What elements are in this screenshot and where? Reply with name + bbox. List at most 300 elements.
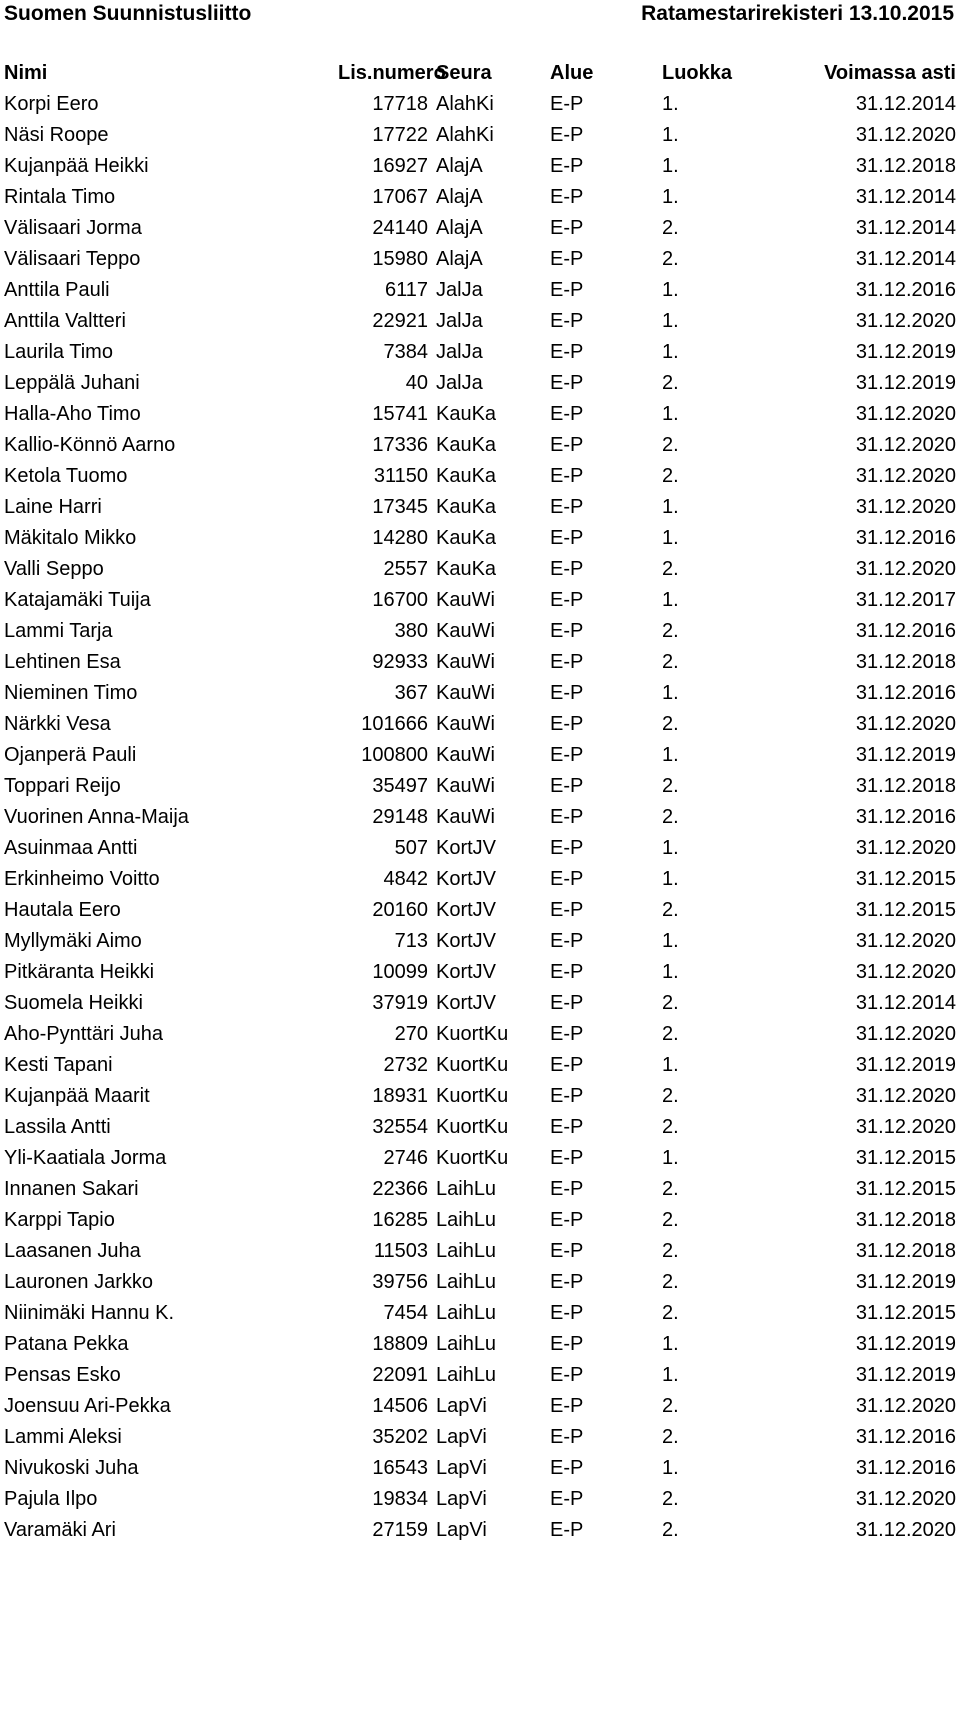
cell-valid: 31.12.2018 <box>855 1209 956 1231</box>
cell-area: E-P <box>550 1426 584 1448</box>
cell-club: KauKa <box>436 465 497 487</box>
cell-number: 31150 <box>373 465 428 487</box>
cell-club: AlahKi <box>436 93 494 115</box>
cell-club: KauKa <box>436 496 497 518</box>
table-row <box>0 1050 960 1081</box>
cell-name: Välisaari Teppo <box>4 248 141 270</box>
cell-area: E-P <box>550 279 584 301</box>
cell-valid: 31.12.2020 <box>855 837 956 859</box>
cell-class: 2. <box>662 713 679 735</box>
cell-valid: 31.12.2016 <box>855 806 956 828</box>
cell-number: 15741 <box>372 403 428 425</box>
cell-class: 2. <box>662 899 679 921</box>
cell-name: Yli-Kaatiala Jorma <box>4 1147 167 1169</box>
cell-valid: 31.12.2015 <box>855 899 956 921</box>
cell-club: AlahKi <box>436 124 494 146</box>
cell-number: 20160 <box>372 899 428 921</box>
cell-number: 17067 <box>372 186 428 208</box>
cell-club: KauKa <box>436 403 497 425</box>
cell-area: E-P <box>550 806 584 828</box>
cell-valid: 31.12.2015 <box>855 1147 956 1169</box>
cell-number: 2746 <box>383 1147 428 1169</box>
cell-number: 367 <box>394 682 428 704</box>
cell-number: 4842 <box>383 868 428 890</box>
cell-name: Laurila Timo <box>4 341 113 363</box>
table-row <box>0 151 960 182</box>
cell-area: E-P <box>550 1519 584 1541</box>
cell-club: KortJV <box>436 992 497 1014</box>
cell-class: 1. <box>662 1457 679 1479</box>
cell-club: AlajA <box>436 186 483 208</box>
cell-name: Nieminen Timo <box>4 682 138 704</box>
cell-club: KuortKu <box>436 1085 509 1107</box>
cell-club: LapVi <box>436 1488 487 1510</box>
cell-class: 2. <box>662 1209 679 1231</box>
cell-area: E-P <box>550 1054 584 1076</box>
cell-valid: 31.12.2020 <box>855 403 956 425</box>
table-row <box>0 120 960 151</box>
cell-club: KauWi <box>436 651 495 673</box>
cell-valid: 31.12.2016 <box>855 527 956 549</box>
cell-club: KuortKu <box>436 1054 509 1076</box>
cell-class: 2. <box>662 1240 679 1262</box>
cell-club: AlajA <box>436 217 483 239</box>
cell-number: 92933 <box>372 651 428 673</box>
cell-class: 2. <box>662 1116 679 1138</box>
cell-number: 11503 <box>373 1240 428 1262</box>
cell-area: E-P <box>550 961 584 983</box>
cell-number: 6117 <box>384 279 428 301</box>
cell-club: KauKa <box>436 434 497 456</box>
table-row <box>0 1298 960 1329</box>
cell-class: 1. <box>662 744 679 766</box>
cell-class: 1. <box>662 124 679 146</box>
cell-club: KauWi <box>436 775 495 797</box>
cell-class: 1. <box>662 589 679 611</box>
table-row <box>0 585 960 616</box>
cell-name: Aho-Pynttäri Juha <box>4 1023 163 1045</box>
cell-number: 17718 <box>372 93 428 115</box>
cell-valid: 31.12.2015 <box>855 868 956 890</box>
cell-class: 1. <box>662 1364 679 1386</box>
cell-name: Hautala Eero <box>4 899 121 921</box>
cell-club: KauWi <box>436 682 495 704</box>
cell-area: E-P <box>550 341 584 363</box>
cell-number: 7454 <box>383 1302 428 1324</box>
cell-club: KauKa <box>436 558 497 580</box>
table-row <box>0 1143 960 1174</box>
cell-valid: 31.12.2020 <box>855 124 956 146</box>
cell-number: 22921 <box>372 310 428 332</box>
cell-name: Näsi Roope <box>4 124 109 146</box>
table-row <box>0 1391 960 1422</box>
cell-area: E-P <box>550 1240 584 1262</box>
cell-club: JalJa <box>436 279 483 301</box>
cell-club: KortJV <box>436 899 497 921</box>
cell-class: 1. <box>662 961 679 983</box>
cell-valid: 31.12.2018 <box>855 1240 956 1262</box>
cell-club: KauWi <box>436 589 495 611</box>
table-row <box>0 554 960 585</box>
table-row <box>0 833 960 864</box>
cell-number: 10099 <box>372 961 428 983</box>
cell-number: 18809 <box>372 1333 428 1355</box>
cell-area: E-P <box>550 868 584 890</box>
cell-number: 35202 <box>372 1426 428 1448</box>
cell-area: E-P <box>550 1271 584 1293</box>
cell-valid: 31.12.2018 <box>855 155 956 177</box>
table-row <box>0 802 960 833</box>
cell-number: 15980 <box>372 248 428 270</box>
cell-valid: 31.12.2020 <box>855 713 956 735</box>
table-row <box>0 895 960 926</box>
cell-name: Niinimäki Hannu K. <box>4 1302 175 1324</box>
table-row <box>0 337 960 368</box>
cell-name: Karppi Tapio <box>4 1209 115 1231</box>
cell-name: Nivukoski Juha <box>4 1457 139 1479</box>
cell-valid: 31.12.2014 <box>855 217 956 239</box>
cell-area: E-P <box>550 434 584 456</box>
cell-name: Myllymäki Aimo <box>4 930 142 952</box>
cell-area: E-P <box>550 1488 584 1510</box>
table-row <box>0 1174 960 1205</box>
cell-valid: 31.12.2020 <box>855 961 956 983</box>
cell-class: 2. <box>662 248 679 270</box>
cell-class: 2. <box>662 434 679 456</box>
table-row <box>0 368 960 399</box>
cell-club: LaihLu <box>436 1364 497 1386</box>
cell-class: 1. <box>662 403 679 425</box>
cell-class: 1. <box>662 155 679 177</box>
cell-valid: 31.12.2019 <box>855 1054 956 1076</box>
column-header-area: Alue <box>550 62 594 84</box>
cell-club: LaihLu <box>436 1302 497 1324</box>
cell-valid: 31.12.2019 <box>855 341 956 363</box>
cell-valid: 31.12.2020 <box>855 1023 956 1045</box>
cell-number: 17722 <box>372 124 428 146</box>
cell-valid: 31.12.2019 <box>855 1333 956 1355</box>
cell-valid: 31.12.2019 <box>855 372 956 394</box>
cell-area: E-P <box>550 124 584 146</box>
cell-valid: 31.12.2016 <box>855 279 956 301</box>
cell-area: E-P <box>550 186 584 208</box>
table-row <box>0 244 960 275</box>
cell-number: 19834 <box>372 1488 428 1510</box>
cell-valid: 31.12.2020 <box>855 1395 956 1417</box>
cell-name: Katajamäki Tuija <box>4 589 151 611</box>
table-row <box>0 771 960 802</box>
table-row <box>0 461 960 492</box>
table-header-row <box>0 58 960 89</box>
cell-valid: 31.12.2020 <box>855 310 956 332</box>
cell-class: 2. <box>662 775 679 797</box>
cell-valid: 31.12.2018 <box>855 775 956 797</box>
cell-class: 1. <box>662 1147 679 1169</box>
cell-name: Joensuu Ari-Pekka <box>4 1395 171 1417</box>
cell-class: 1. <box>662 93 679 115</box>
cell-name: Kujanpää Maarit <box>4 1085 150 1107</box>
cell-number: 16927 <box>372 155 428 177</box>
cell-name: Kujanpää Heikki <box>4 155 149 177</box>
cell-name: Lehtinen Esa <box>4 651 121 673</box>
cell-name: Patana Pekka <box>4 1333 129 1355</box>
cell-club: JalJa <box>436 372 483 394</box>
table-row <box>0 275 960 306</box>
cell-area: E-P <box>550 217 584 239</box>
column-header-class: Luokka <box>662 62 733 84</box>
cell-club: KuortKu <box>436 1147 509 1169</box>
registry-table <box>0 58 960 1546</box>
table-row <box>0 864 960 895</box>
table-row <box>0 1267 960 1298</box>
cell-valid: 31.12.2019 <box>855 744 956 766</box>
cell-class: 2. <box>662 217 679 239</box>
table-row <box>0 1515 960 1546</box>
cell-club: KauWi <box>436 713 495 735</box>
cell-name: Pitkäranta Heikki <box>4 961 155 983</box>
cell-club: LapVi <box>436 1395 487 1417</box>
cell-class: 2. <box>662 1302 679 1324</box>
cell-number: 14506 <box>372 1395 428 1417</box>
table-row <box>0 709 960 740</box>
cell-area: E-P <box>550 899 584 921</box>
table-row <box>0 1360 960 1391</box>
cell-name: Mäkitalo Mikko <box>4 527 137 549</box>
cell-name: Leppälä Juhani <box>4 372 140 394</box>
cell-area: E-P <box>550 248 584 270</box>
document-title: Ratamestarirekisteri 13.10.2015 <box>641 2 954 25</box>
cell-area: E-P <box>550 651 584 673</box>
table-row <box>0 306 960 337</box>
cell-number: 270 <box>394 1023 428 1045</box>
cell-class: 2. <box>662 372 679 394</box>
cell-class: 2. <box>662 651 679 673</box>
cell-valid: 31.12.2014 <box>855 93 956 115</box>
cell-area: E-P <box>550 1364 584 1386</box>
cell-club: KortJV <box>436 837 497 859</box>
cell-class: 1. <box>662 1333 679 1355</box>
cell-number: 2557 <box>383 558 428 580</box>
cell-name: Korpi Eero <box>4 93 99 115</box>
cell-club: KauWi <box>436 744 495 766</box>
cell-club: KauKa <box>436 527 497 549</box>
cell-area: E-P <box>550 93 584 115</box>
cell-club: LapVi <box>436 1457 487 1479</box>
cell-class: 1. <box>662 279 679 301</box>
table-row <box>0 1205 960 1236</box>
cell-name: Lammi Tarja <box>4 620 113 642</box>
cell-number: 14280 <box>372 527 428 549</box>
cell-area: E-P <box>550 372 584 394</box>
cell-number: 22091 <box>372 1364 428 1386</box>
table-row <box>0 182 960 213</box>
cell-class: 2. <box>662 1023 679 1045</box>
cell-area: E-P <box>550 992 584 1014</box>
cell-area: E-P <box>550 1085 584 1107</box>
cell-class: 2. <box>662 1271 679 1293</box>
cell-club: KortJV <box>436 930 497 952</box>
cell-area: E-P <box>550 589 584 611</box>
cell-valid: 31.12.2020 <box>855 930 956 952</box>
cell-club: AlajA <box>436 155 483 177</box>
cell-name: Ketola Tuomo <box>4 465 128 487</box>
cell-class: 2. <box>662 1395 679 1417</box>
cell-class: 1. <box>662 868 679 890</box>
cell-class: 1. <box>662 527 679 549</box>
cell-name: Suomela Heikki <box>4 992 143 1014</box>
cell-name: Lauronen Jarkko <box>4 1271 153 1293</box>
cell-club: JalJa <box>436 310 483 332</box>
cell-area: E-P <box>550 527 584 549</box>
column-header-valid: Voimassa asti <box>824 62 956 84</box>
cell-number: 40 <box>405 372 428 394</box>
cell-valid: 31.12.2017 <box>855 589 956 611</box>
cell-number: 37919 <box>372 992 428 1014</box>
table-row <box>0 523 960 554</box>
cell-valid: 31.12.2016 <box>855 1426 956 1448</box>
table-row <box>0 616 960 647</box>
cell-valid: 31.12.2014 <box>855 186 956 208</box>
cell-club: LaihLu <box>436 1271 497 1293</box>
cell-number: 380 <box>394 620 428 642</box>
cell-valid: 31.12.2020 <box>855 465 956 487</box>
cell-area: E-P <box>550 1116 584 1138</box>
cell-number: 713 <box>394 930 428 952</box>
cell-club: KortJV <box>436 961 497 983</box>
table-row <box>0 1081 960 1112</box>
cell-class: 1. <box>662 930 679 952</box>
cell-number: 16285 <box>372 1209 428 1231</box>
cell-area: E-P <box>550 837 584 859</box>
table-row <box>0 430 960 461</box>
table-row <box>0 957 960 988</box>
cell-club: LaihLu <box>436 1240 497 1262</box>
cell-valid: 31.12.2020 <box>855 1085 956 1107</box>
cell-area: E-P <box>550 155 584 177</box>
table-row <box>0 213 960 244</box>
table-row <box>0 647 960 678</box>
cell-name: Rintala Timo <box>4 186 116 208</box>
cell-name: Anttila Valtteri <box>4 310 126 332</box>
cell-club: LaihLu <box>436 1178 497 1200</box>
table-row <box>0 1236 960 1267</box>
cell-class: 1. <box>662 682 679 704</box>
table-row <box>0 1019 960 1050</box>
cell-number: 24140 <box>372 217 428 239</box>
cell-area: E-P <box>550 1395 584 1417</box>
cell-name: Lassila Antti <box>4 1116 111 1138</box>
cell-name: Kesti Tapani <box>4 1054 113 1076</box>
table-row <box>0 1422 960 1453</box>
cell-area: E-P <box>550 1023 584 1045</box>
cell-valid: 31.12.2020 <box>855 1488 956 1510</box>
cell-area: E-P <box>550 310 584 332</box>
table-row <box>0 740 960 771</box>
cell-number: 16700 <box>372 589 428 611</box>
cell-name: Laasanen Juha <box>4 1240 141 1262</box>
cell-club: AlajA <box>436 248 483 270</box>
cell-valid: 31.12.2020 <box>855 496 956 518</box>
cell-area: E-P <box>550 930 584 952</box>
cell-name: Kallio-Könnö Aarno <box>4 434 176 456</box>
cell-name: Ojanperä Pauli <box>4 744 137 766</box>
cell-name: Laine Harri <box>4 496 102 518</box>
cell-area: E-P <box>550 496 584 518</box>
cell-valid: 31.12.2016 <box>855 620 956 642</box>
cell-class: 2. <box>662 1085 679 1107</box>
cell-number: 39756 <box>372 1271 428 1293</box>
cell-club: JalJa <box>436 341 483 363</box>
cell-area: E-P <box>550 1333 584 1355</box>
cell-club: LaihLu <box>436 1333 497 1355</box>
cell-class: 2. <box>662 620 679 642</box>
cell-valid: 31.12.2015 <box>855 1302 956 1324</box>
table-row <box>0 988 960 1019</box>
cell-club: KuortKu <box>436 1116 509 1138</box>
cell-number: 17336 <box>372 434 428 456</box>
cell-valid: 31.12.2016 <box>855 682 956 704</box>
table-row <box>0 1112 960 1143</box>
cell-class: 2. <box>662 806 679 828</box>
cell-name: Pensas Esko <box>4 1364 121 1386</box>
cell-name: Toppari Reijo <box>4 775 121 797</box>
cell-valid: 31.12.2020 <box>855 1519 956 1541</box>
column-header-number: Lis.numero <box>338 62 446 84</box>
cell-number: 16543 <box>372 1457 428 1479</box>
cell-valid: 31.12.2020 <box>855 558 956 580</box>
cell-class: 2. <box>662 1519 679 1541</box>
cell-area: E-P <box>550 1147 584 1169</box>
table-row <box>0 678 960 709</box>
cell-area: E-P <box>550 558 584 580</box>
cell-class: 2. <box>662 1488 679 1510</box>
table-row <box>0 1329 960 1360</box>
cell-number: 35497 <box>372 775 428 797</box>
cell-club: KauWi <box>436 806 495 828</box>
cell-number: 507 <box>394 837 428 859</box>
cell-class: 2. <box>662 465 679 487</box>
cell-valid: 31.12.2014 <box>855 992 956 1014</box>
cell-club: LapVi <box>436 1426 487 1448</box>
cell-club: LapVi <box>436 1519 487 1541</box>
cell-name: Närkki Vesa <box>4 713 111 735</box>
cell-number: 32554 <box>372 1116 428 1138</box>
column-header-club: Seura <box>436 62 492 84</box>
cell-number: 22366 <box>372 1178 428 1200</box>
cell-number: 29148 <box>372 806 428 828</box>
table-row <box>0 926 960 957</box>
cell-valid: 31.12.2018 <box>855 651 956 673</box>
cell-class: 1. <box>662 186 679 208</box>
cell-class: 2. <box>662 992 679 1014</box>
cell-class: 2. <box>662 558 679 580</box>
cell-name: Lammi Aleksi <box>4 1426 122 1448</box>
table-row <box>0 89 960 120</box>
table-row <box>0 1484 960 1515</box>
page-header <box>0 0 960 30</box>
cell-area: E-P <box>550 620 584 642</box>
cell-name: Varamäki Ari <box>4 1519 116 1541</box>
cell-number: 27159 <box>372 1519 428 1541</box>
cell-valid: 31.12.2015 <box>855 1178 956 1200</box>
cell-area: E-P <box>550 465 584 487</box>
cell-area: E-P <box>550 1209 584 1231</box>
cell-number: 18931 <box>372 1085 428 1107</box>
column-header-name: Nimi <box>4 62 48 84</box>
cell-valid: 31.12.2019 <box>855 1364 956 1386</box>
cell-class: 2. <box>662 1426 679 1448</box>
cell-name: Välisaari Jorma <box>4 217 142 239</box>
